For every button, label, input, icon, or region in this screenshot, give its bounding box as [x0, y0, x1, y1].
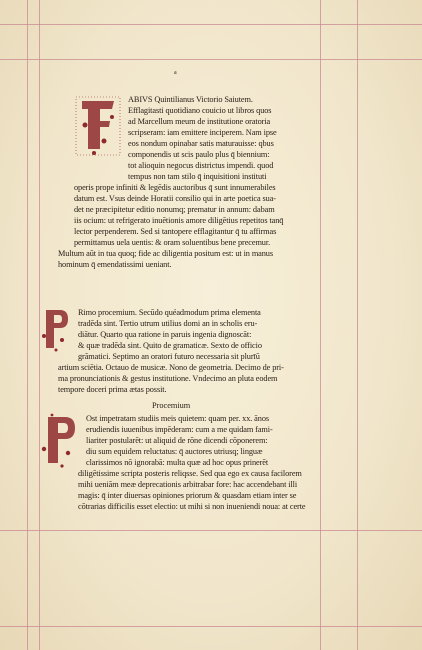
text-line: artium sciētia. Octauo de musicæ. Nono de geometria. Decimo de pri- — [58, 363, 284, 372]
text-line: hominum q̄ emendatissimi ueniant. — [58, 260, 172, 269]
ruling-line-upper — [0, 59, 422, 60]
text-line: tempus non tam stilo q̄ inquisitioni instituti — [128, 172, 267, 181]
text-line: liariter postularēt: ut aliquid de rōne dicendi cōponerem: — [86, 436, 268, 445]
text-line: tempore doceri prima ætas possit. — [58, 385, 167, 394]
text-line: cōtrarias difficilis esset electio: ut mihi si non inueniendi noua: at certe — [78, 502, 306, 511]
text-line: det ne præcipitetur editio nonumq; prematur in annum: dabam — [74, 205, 275, 214]
text-line: ad Marcellum meum de institutione oratoria — [128, 117, 271, 126]
ruling-line-right-outer — [357, 0, 358, 650]
text-line: diātur. Quarto qua ratione in paruis ingenia dignoscāt: — [78, 330, 252, 339]
ruling-line-bottom — [0, 626, 422, 627]
text-line: magis: q̄ inter diuersas opiniones priorum & quasdam etiam inter se — [78, 491, 297, 500]
text-line: scripseram: iam emittere inciperem. Nam ipse — [128, 128, 277, 137]
folio-mark: a — [174, 70, 177, 76]
text-line: datum est. Vsus deinde Horatii consilio qui in arte poetica sua- — [74, 194, 276, 203]
ruling-line-right-inner — [320, 0, 321, 650]
text-line: clarissimos nō ignorabā: multa quæ ad hoc opus prinerēt — [86, 458, 269, 467]
text-line: ma pronunciationis & gestus institutione. Vndecimo an pluta eodem — [58, 374, 278, 383]
text-line: lector perpenderem. Sed si tantopere efflagitantur q̄ tu affirmas — [74, 227, 277, 236]
text-line: operis prope infiniti & legēdis auctoribus q̄ sunt innumerabiles — [74, 183, 276, 192]
text-line: componendis ut scis paulo plus q̄ biennium: — [128, 150, 270, 159]
text-line: & quæ tradēda sint. Quito de gramaticæ. Sexto de officio — [78, 341, 262, 350]
decorated-initial-p-1 — [40, 306, 70, 352]
text-line: permittamus uela uentis: & oram soluentibus bene precemur. — [74, 238, 271, 247]
text-line: Rimo procemium. Secūdo quéadmodum prima elementa — [78, 308, 261, 317]
text-line: iis ocium: ut refrigerato inuētionis amore diligētius repetitos tanq̄ — [74, 216, 284, 225]
text-line: tradēda sint. Tertio utrum utilius domi an in scholis eru- — [78, 319, 258, 328]
text-line: erudiendis iuuenibus impēderam: cum a me quidam fami- — [86, 425, 273, 434]
text-line: ABIVS Quintilianus Victorio Saiutem. — [128, 95, 253, 104]
ruling-line-lower — [0, 530, 422, 531]
ruling-line-left-outer — [27, 0, 28, 650]
text-line: Efflagitasti quotidiano couicio ut libros quos — [128, 106, 272, 115]
decorated-initial-p-2 — [40, 413, 78, 469]
text-line: Ost impetratam studiis meis quietem: quam per. xx. ānos — [86, 414, 269, 423]
text-line: eos nondum opinabar satis maturauisse: qbus — [128, 139, 274, 148]
text-line: mihi ueniām meæ deprecationis arbitrabar fore: hac accendebant illi — [78, 480, 298, 489]
text-line: grāmatici. Septimo an oratori futuro necessaria sit plurīū — [78, 352, 260, 361]
text-line: Multum aūt in tua quoq; fide ac diligentia positum est: ut in manus — [58, 249, 273, 258]
text-line: diligētissime scripta posteris reliqsse. Sed qua ego ex causa facilorem — [78, 469, 302, 478]
text-line: diu sum equidem reluctatus: q̄ auctores utriusq; linguæ — [86, 447, 263, 456]
ruling-line-top — [0, 24, 422, 25]
decorated-initial-f — [74, 95, 122, 157]
text-line: tot alioquin negocus districtus impendi. quod — [128, 161, 274, 170]
section-heading-procemium: Procemium — [152, 401, 191, 410]
